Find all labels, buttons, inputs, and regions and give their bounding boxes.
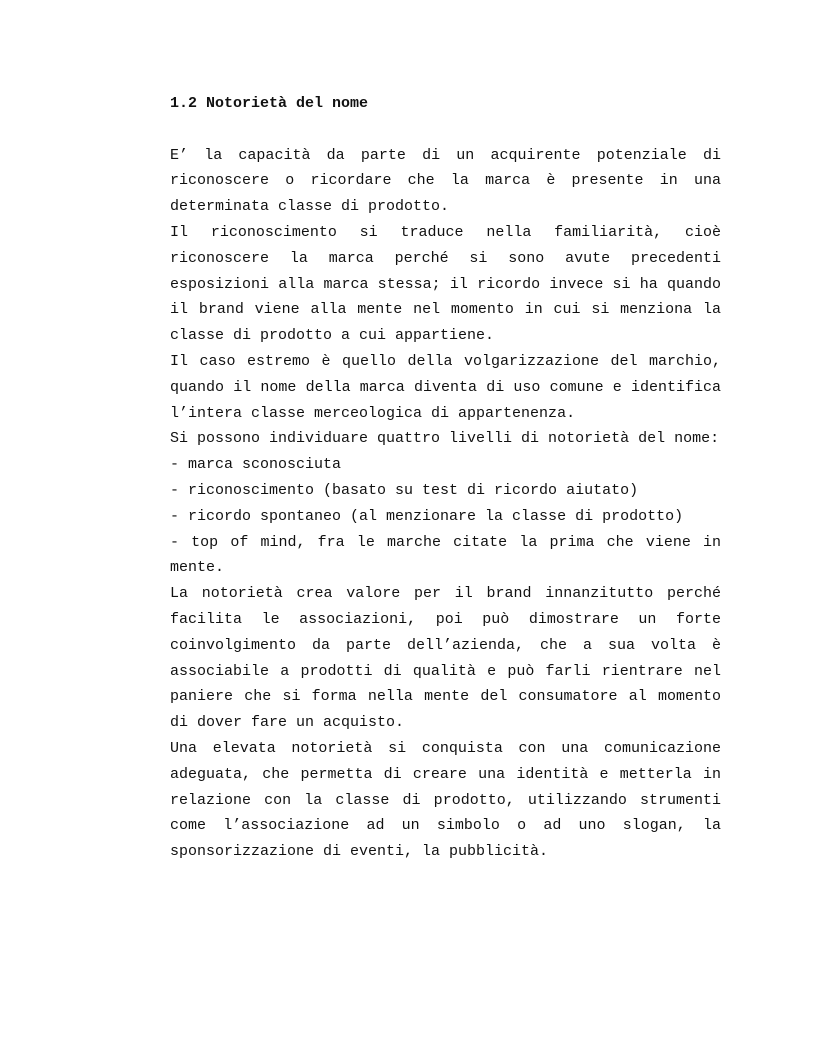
- paragraph-value: La notorietà crea valore per il brand innanzitutto perché facilita le associazioni, poi può dimostrare un forte coinvolgimento da parte dell’azienda, che a sua volta è associabile a prodotti di qualità e può farli rientrare nel paniere che si forma nella mente del consumatore al momento di dover fare un acquisto.: [170, 585, 721, 732]
- paragraph-levels-intro: Si possono individuare quattro livelli di notorietà del nome:: [170, 430, 720, 448]
- paragraph-communication: Una elevata notorietà si conquista con una comunicazione adeguata, che permetta di creare una identità e metterla in relazione con la classe di prodotto, utilizzando strumenti come l’associazione ad un simbolo o ad uno slogan, la sponsorizzazione di eventi, la pubblicità.: [170, 739, 721, 861]
- paragraph-genericization: Il caso estremo è quello della volgarizzazione del marchio, quando il nome della marca diventa di uso comune e identifica l’intera classe merceologica di appartenenza.: [170, 352, 721, 422]
- levels-list: [170, 452, 721, 581]
- document-page: [170, 91, 721, 865]
- list-item: - marca sconosciuta: [170, 456, 342, 474]
- list-item: - ricordo spontaneo (al menzionare la classe di prodotto): [170, 507, 684, 525]
- paragraph-recognition: Il riconoscimento si traduce nella familiarità, cioè riconoscere la marca perché si sono avute precedenti esposizioni alla marca stessa; il ricordo invece si ha quando il brand viene alla mente nel momento in cui si menziona la classe di prodotto a cui appartiene.: [170, 223, 721, 345]
- list-item: - top of mind, fra le marche citate la prima che viene in mente.: [170, 533, 721, 577]
- paragraph-definition: E’ la capacità da parte di un acquirente potenziale di riconoscere o ricordare che la marca è presente in una determinata classe di prodotto.: [170, 146, 721, 216]
- list-item: - riconoscimento (basato su test di ricordo aiutato): [170, 481, 639, 499]
- section-heading: 1.2 Notorietà del nome: [170, 95, 369, 112]
